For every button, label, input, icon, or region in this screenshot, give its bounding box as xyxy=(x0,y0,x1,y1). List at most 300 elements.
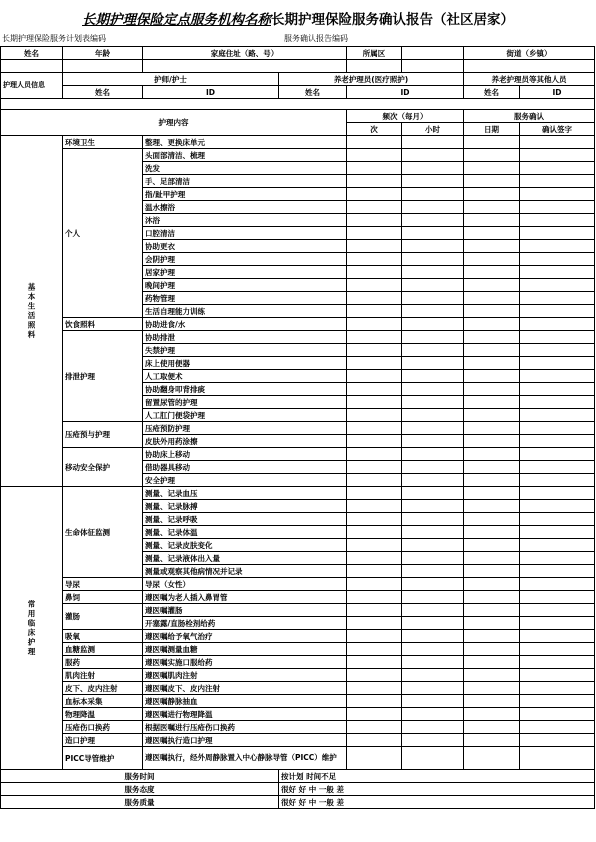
care-item: 生活自理能力训练 xyxy=(143,305,347,318)
care-category: 生命体征监测 xyxy=(63,487,143,578)
care-item: 协助更衣 xyxy=(143,240,347,253)
hours-cell[interactable] xyxy=(402,227,464,240)
date-cell[interactable] xyxy=(464,253,520,266)
sign-cell[interactable] xyxy=(520,175,595,188)
date-cell[interactable] xyxy=(464,240,520,253)
care-category: 导尿 xyxy=(63,578,143,591)
times-cell[interactable] xyxy=(347,578,402,591)
code-labels xyxy=(2,33,348,44)
care-item: 人工肛门便袋护理 xyxy=(143,409,347,422)
times-cell[interactable] xyxy=(347,747,402,770)
staff-values[interactable] xyxy=(1,99,595,110)
caregiver-label: 养老护理员(医疗照护) xyxy=(279,73,464,86)
sign-cell[interactable] xyxy=(520,591,595,604)
sign-cell[interactable] xyxy=(520,539,595,552)
care-item-row xyxy=(1,448,595,461)
care-item: 根据医嘱进行压疮伤口换药 xyxy=(143,721,347,734)
date-cell[interactable] xyxy=(464,747,520,770)
sign-cell[interactable] xyxy=(520,253,595,266)
hours-cell[interactable] xyxy=(402,344,464,357)
care-item: 协助床上移动 xyxy=(143,448,347,461)
times-cell[interactable] xyxy=(347,383,402,396)
times-cell[interactable] xyxy=(347,526,402,539)
date-cell[interactable] xyxy=(464,175,520,188)
district-value[interactable] xyxy=(402,47,464,60)
times-cell[interactable] xyxy=(347,344,402,357)
hours-cell[interactable] xyxy=(402,526,464,539)
service-attitude-ratings[interactable]: 很好 好 中 一般 差 xyxy=(279,783,595,796)
name-label: 姓名 xyxy=(1,47,63,60)
date-cell[interactable] xyxy=(464,695,520,708)
hours-cell[interactable] xyxy=(402,331,464,344)
hours-cell[interactable] xyxy=(402,435,464,448)
hours-cell[interactable] xyxy=(402,201,464,214)
hours-cell[interactable] xyxy=(402,422,464,435)
sign-cell[interactable] xyxy=(520,136,595,149)
nurse-label: 护师/护士 xyxy=(63,73,279,86)
report-title xyxy=(0,8,596,28)
hours-cell[interactable] xyxy=(402,552,464,565)
sign-cell[interactable] xyxy=(520,578,595,591)
date-cell[interactable] xyxy=(464,396,520,409)
sign-cell[interactable] xyxy=(520,721,595,734)
times-cell[interactable] xyxy=(347,448,402,461)
hours-cell[interactable] xyxy=(402,175,464,188)
date-header: 日期 xyxy=(464,123,520,136)
service-quality-ratings[interactable]: 很好 好 中 一般 差 xyxy=(279,796,595,809)
times-cell[interactable] xyxy=(347,721,402,734)
sign-cell[interactable] xyxy=(520,487,595,500)
date-cell[interactable] xyxy=(464,201,520,214)
care-item: 会阴护理 xyxy=(143,253,347,266)
hours-cell[interactable] xyxy=(402,149,464,162)
sign-cell[interactable] xyxy=(520,708,595,721)
date-cell[interactable] xyxy=(464,656,520,669)
care-item: 遵医嘱执行造口护理 xyxy=(143,734,347,747)
date-cell[interactable] xyxy=(464,682,520,695)
age-label: 年龄 xyxy=(63,47,143,60)
date-cell[interactable] xyxy=(464,344,520,357)
service-attitude-label: 服务态度 xyxy=(1,783,279,796)
blank xyxy=(402,60,464,73)
hours-cell[interactable] xyxy=(402,136,464,149)
street-value[interactable] xyxy=(464,60,595,73)
times-cell[interactable] xyxy=(347,656,402,669)
date-cell[interactable] xyxy=(464,331,520,344)
sign-cell[interactable] xyxy=(520,331,595,344)
care-item-row xyxy=(1,669,595,682)
sign-header: 确认签字 xyxy=(520,123,595,136)
sign-cell[interactable] xyxy=(520,149,595,162)
times-cell[interactable] xyxy=(347,149,402,162)
care-item-row xyxy=(1,331,595,344)
sign-cell[interactable] xyxy=(520,240,595,253)
times-cell[interactable] xyxy=(347,422,402,435)
care-item: 测量、记录脉搏 xyxy=(143,500,347,513)
date-cell[interactable] xyxy=(464,162,520,175)
nurse-name-label: 姓名 xyxy=(63,86,143,99)
times-cell[interactable] xyxy=(347,266,402,279)
date-cell[interactable] xyxy=(464,136,520,149)
sign-cell[interactable] xyxy=(520,669,595,682)
hours-cell[interactable] xyxy=(402,188,464,201)
care-item: 测量、记录呼吸 xyxy=(143,513,347,526)
times-cell[interactable] xyxy=(347,136,402,149)
sign-cell[interactable] xyxy=(520,344,595,357)
care-item: 测量、记录液体出入量 xyxy=(143,552,347,565)
date-cell[interactable] xyxy=(464,604,520,617)
hours-cell[interactable] xyxy=(402,604,464,617)
hours-cell[interactable] xyxy=(402,617,464,630)
hours-cell[interactable] xyxy=(402,370,464,383)
date-cell[interactable] xyxy=(464,734,520,747)
hours-cell[interactable] xyxy=(402,318,464,331)
sign-cell[interactable] xyxy=(520,474,595,487)
other-id-label: ID xyxy=(520,86,595,99)
sign-cell[interactable] xyxy=(520,448,595,461)
hours-cell[interactable] xyxy=(402,539,464,552)
report-table xyxy=(0,46,595,809)
times-cell[interactable] xyxy=(347,695,402,708)
date-cell[interactable] xyxy=(464,227,520,240)
times-cell[interactable] xyxy=(347,669,402,682)
care-item: 开塞露/直肠栓剂给药 xyxy=(143,617,347,630)
care-item: 温水擦浴 xyxy=(143,201,347,214)
care-category: 移动安全保护 xyxy=(63,448,143,487)
care-item: 留置尿管的护理 xyxy=(143,396,347,409)
hours-cell[interactable] xyxy=(402,448,464,461)
care-item-row xyxy=(1,682,595,695)
care-item-row xyxy=(1,734,595,747)
street-label: 街道（乡镇） xyxy=(464,47,595,60)
info-row xyxy=(1,47,595,60)
date-cell[interactable] xyxy=(464,591,520,604)
care-category: 饮食照料 xyxy=(63,318,143,331)
date-cell[interactable] xyxy=(464,578,520,591)
section-label: 常用临床护理 xyxy=(1,487,63,770)
times-cell[interactable] xyxy=(347,214,402,227)
date-cell[interactable] xyxy=(464,448,520,461)
sign-cell[interactable] xyxy=(520,526,595,539)
hours-cell[interactable] xyxy=(402,396,464,409)
date-cell[interactable] xyxy=(464,435,520,448)
hours-cell[interactable] xyxy=(402,240,464,253)
date-cell[interactable] xyxy=(464,487,520,500)
care-item-row xyxy=(1,708,595,721)
report-title-text: 长期护理保险服务确认报告（社区居家） xyxy=(271,12,514,28)
sign-cell[interactable] xyxy=(520,188,595,201)
care-item: 遵医嘱实施口服给药 xyxy=(143,656,347,669)
date-cell[interactable] xyxy=(464,279,520,292)
times-cell[interactable] xyxy=(347,617,402,630)
care-item: 手、足部清洁 xyxy=(143,175,347,188)
times-cell[interactable] xyxy=(347,175,402,188)
care-category: 服药 xyxy=(63,656,143,669)
care-item: 遵医嘱执行，经外周静脉置入中心静脉导管（PICC）维护 xyxy=(143,747,347,770)
plan-code-label: 长期护理保险服务计划表编码 xyxy=(2,34,106,43)
hours-cell[interactable] xyxy=(402,656,464,669)
care-item: 皮肤外用药涂擦 xyxy=(143,435,347,448)
date-cell[interactable] xyxy=(464,357,520,370)
date-cell[interactable] xyxy=(464,721,520,734)
sign-cell[interactable] xyxy=(520,435,595,448)
care-category: 吸氧 xyxy=(63,630,143,643)
times-cell[interactable] xyxy=(347,435,402,448)
care-item: 晚间护理 xyxy=(143,279,347,292)
hours-cell[interactable] xyxy=(402,682,464,695)
times-cell[interactable] xyxy=(347,500,402,513)
confirm-header: 服务确认 xyxy=(464,110,595,123)
date-cell[interactable] xyxy=(464,461,520,474)
date-cell[interactable] xyxy=(464,513,520,526)
times-cell[interactable] xyxy=(347,643,402,656)
times-cell[interactable] xyxy=(347,565,402,578)
service-time-options[interactable]: 按计划 时间不足 xyxy=(279,770,595,783)
care-item-row xyxy=(1,695,595,708)
hours-cell[interactable] xyxy=(402,214,464,227)
times-cell[interactable] xyxy=(347,539,402,552)
date-cell[interactable] xyxy=(464,214,520,227)
care-item: 居家护理 xyxy=(143,266,347,279)
hours-cell[interactable] xyxy=(402,305,464,318)
district-blank xyxy=(347,60,402,73)
caregiver-name-label: 姓名 xyxy=(279,86,347,99)
sign-cell[interactable] xyxy=(520,162,595,175)
hours-cell[interactable] xyxy=(402,461,464,474)
care-category: 皮下、皮内注射 xyxy=(63,682,143,695)
hours-cell[interactable] xyxy=(402,487,464,500)
care-item: 测量、记录体温 xyxy=(143,526,347,539)
times-cell[interactable] xyxy=(347,331,402,344)
sign-cell[interactable] xyxy=(520,214,595,227)
care-item: 遵医嘱灌肠 xyxy=(143,604,347,617)
hours-cell[interactable] xyxy=(402,292,464,305)
times-cell[interactable] xyxy=(347,708,402,721)
sign-cell[interactable] xyxy=(520,396,595,409)
service-quality-label: 服务质量 xyxy=(1,796,279,809)
care-category: 肌肉注射 xyxy=(63,669,143,682)
care-item-row xyxy=(1,149,595,162)
date-cell[interactable] xyxy=(464,708,520,721)
times-cell[interactable] xyxy=(347,292,402,305)
hours-cell[interactable] xyxy=(402,695,464,708)
care-item-row xyxy=(1,643,595,656)
age-value[interactable] xyxy=(63,60,143,73)
hours-cell[interactable] xyxy=(402,500,464,513)
sign-cell[interactable] xyxy=(520,630,595,643)
sign-cell[interactable] xyxy=(520,318,595,331)
care-item: 沐浴 xyxy=(143,214,347,227)
date-cell[interactable] xyxy=(464,383,520,396)
sign-cell[interactable] xyxy=(520,656,595,669)
date-cell[interactable] xyxy=(464,526,520,539)
times-cell[interactable] xyxy=(347,188,402,201)
date-cell[interactable] xyxy=(464,188,520,201)
caregiver-id-label: ID xyxy=(347,86,464,99)
times-cell[interactable] xyxy=(347,461,402,474)
care-category: 压疮伤口换药 xyxy=(63,721,143,734)
times-cell[interactable] xyxy=(347,487,402,500)
address-value[interactable] xyxy=(143,60,347,73)
sign-cell[interactable] xyxy=(520,500,595,513)
care-item: 协助翻身叩背排痰 xyxy=(143,383,347,396)
date-cell[interactable] xyxy=(464,305,520,318)
hours-cell[interactable] xyxy=(402,279,464,292)
care-item: 口腔清洁 xyxy=(143,227,347,240)
times-cell[interactable] xyxy=(347,370,402,383)
date-cell[interactable] xyxy=(464,539,520,552)
sign-cell[interactable] xyxy=(520,747,595,770)
care-item: 床上使用便器 xyxy=(143,357,347,370)
sign-cell[interactable] xyxy=(520,201,595,214)
date-cell[interactable] xyxy=(464,500,520,513)
date-cell[interactable] xyxy=(464,474,520,487)
times-cell[interactable] xyxy=(347,513,402,526)
times-cell[interactable] xyxy=(347,240,402,253)
times-cell[interactable] xyxy=(347,409,402,422)
date-cell[interactable] xyxy=(464,422,520,435)
care-category: 个人 xyxy=(63,149,143,318)
sign-cell[interactable] xyxy=(520,292,595,305)
sign-cell[interactable] xyxy=(520,383,595,396)
staff-header-row xyxy=(1,73,595,86)
sign-cell[interactable] xyxy=(520,422,595,435)
care-category: 鼻饲 xyxy=(63,591,143,604)
sign-cell[interactable] xyxy=(520,604,595,617)
times-cell[interactable] xyxy=(347,396,402,409)
staff-value-row xyxy=(1,99,595,110)
times-cell[interactable] xyxy=(347,162,402,175)
care-item: 头面部清洁、梳理 xyxy=(143,149,347,162)
times-cell[interactable] xyxy=(347,227,402,240)
care-item-row xyxy=(1,136,595,149)
date-cell[interactable] xyxy=(464,643,520,656)
care-item-row xyxy=(1,591,595,604)
hours-cell[interactable] xyxy=(402,591,464,604)
care-item: 测量或观察其他病情况并记录 xyxy=(143,565,347,578)
sign-cell[interactable] xyxy=(520,357,595,370)
times-cell[interactable] xyxy=(347,591,402,604)
times-cell[interactable] xyxy=(347,734,402,747)
care-category: 排泄护理 xyxy=(63,331,143,422)
sign-cell[interactable] xyxy=(520,565,595,578)
care-category: 血标本采集 xyxy=(63,695,143,708)
hours-cell[interactable] xyxy=(402,643,464,656)
care-item: 借助器具移动 xyxy=(143,461,347,474)
nurse-id-label: ID xyxy=(143,86,279,99)
hours-cell[interactable] xyxy=(402,669,464,682)
sign-cell[interactable] xyxy=(520,682,595,695)
sign-cell[interactable] xyxy=(520,305,595,318)
service-quality-row xyxy=(1,796,595,809)
care-item-row xyxy=(1,747,595,770)
sign-cell[interactable] xyxy=(520,513,595,526)
care-category: 物理降温 xyxy=(63,708,143,721)
hours-cell[interactable] xyxy=(402,253,464,266)
service-time-label: 服务时间 xyxy=(1,770,279,783)
date-cell[interactable] xyxy=(464,318,520,331)
date-cell[interactable] xyxy=(464,630,520,643)
sign-cell[interactable] xyxy=(520,734,595,747)
care-item: 安全护理 xyxy=(143,474,347,487)
times-cell[interactable] xyxy=(347,552,402,565)
hours-cell[interactable] xyxy=(402,578,464,591)
district-label: 所属区 xyxy=(347,47,402,60)
sign-cell[interactable] xyxy=(520,617,595,630)
times-cell[interactable] xyxy=(347,279,402,292)
date-cell[interactable] xyxy=(464,669,520,682)
hours-cell[interactable] xyxy=(402,266,464,279)
hours-cell[interactable] xyxy=(402,162,464,175)
times-cell[interactable] xyxy=(347,630,402,643)
date-cell[interactable] xyxy=(464,370,520,383)
hours-cell[interactable] xyxy=(402,721,464,734)
sign-cell[interactable] xyxy=(520,695,595,708)
content-header-row xyxy=(1,110,595,123)
hours-cell[interactable] xyxy=(402,357,464,370)
times-cell[interactable] xyxy=(347,318,402,331)
sign-cell[interactable] xyxy=(520,227,595,240)
date-cell[interactable] xyxy=(464,617,520,630)
care-item-row xyxy=(1,318,595,331)
sign-cell[interactable] xyxy=(520,461,595,474)
staff-sub-row xyxy=(1,86,595,99)
date-cell[interactable] xyxy=(464,266,520,279)
staff-info-label: 护理人员信息 xyxy=(1,73,63,99)
sign-cell[interactable] xyxy=(520,279,595,292)
date-cell[interactable] xyxy=(464,149,520,162)
hours-cell[interactable] xyxy=(402,474,464,487)
care-item: 人工取便术 xyxy=(143,370,347,383)
sign-cell[interactable] xyxy=(520,370,595,383)
date-cell[interactable] xyxy=(464,565,520,578)
hours-cell[interactable] xyxy=(402,747,464,770)
care-item: 遵医嘱进行物理降温 xyxy=(143,708,347,721)
hours-cell[interactable] xyxy=(402,383,464,396)
name-value[interactable] xyxy=(1,60,63,73)
care-item: 测量、记录血压 xyxy=(143,487,347,500)
date-cell[interactable] xyxy=(464,552,520,565)
info-value-row xyxy=(1,60,595,73)
service-time-row xyxy=(1,770,595,783)
times-cell[interactable] xyxy=(347,604,402,617)
freq-header: 频次（每月） xyxy=(347,110,464,123)
sign-cell[interactable] xyxy=(520,266,595,279)
date-cell[interactable] xyxy=(464,409,520,422)
care-item: 遵医嘱皮下、皮内注射 xyxy=(143,682,347,695)
times-header: 次 xyxy=(347,123,402,136)
hours-cell[interactable] xyxy=(402,734,464,747)
times-cell[interactable] xyxy=(347,253,402,266)
care-item: 协助排泄 xyxy=(143,331,347,344)
sign-cell[interactable] xyxy=(520,552,595,565)
sign-cell[interactable] xyxy=(520,643,595,656)
times-cell[interactable] xyxy=(347,357,402,370)
care-item-row xyxy=(1,487,595,500)
times-cell[interactable] xyxy=(347,201,402,214)
hours-cell[interactable] xyxy=(402,630,464,643)
care-item-row xyxy=(1,604,595,617)
hours-cell[interactable] xyxy=(402,565,464,578)
date-cell[interactable] xyxy=(464,292,520,305)
times-cell[interactable] xyxy=(347,474,402,487)
hours-cell[interactable] xyxy=(402,513,464,526)
times-cell[interactable] xyxy=(347,305,402,318)
times-cell[interactable] xyxy=(347,682,402,695)
hours-cell[interactable] xyxy=(402,708,464,721)
hours-cell[interactable] xyxy=(402,409,464,422)
sign-cell[interactable] xyxy=(520,409,595,422)
